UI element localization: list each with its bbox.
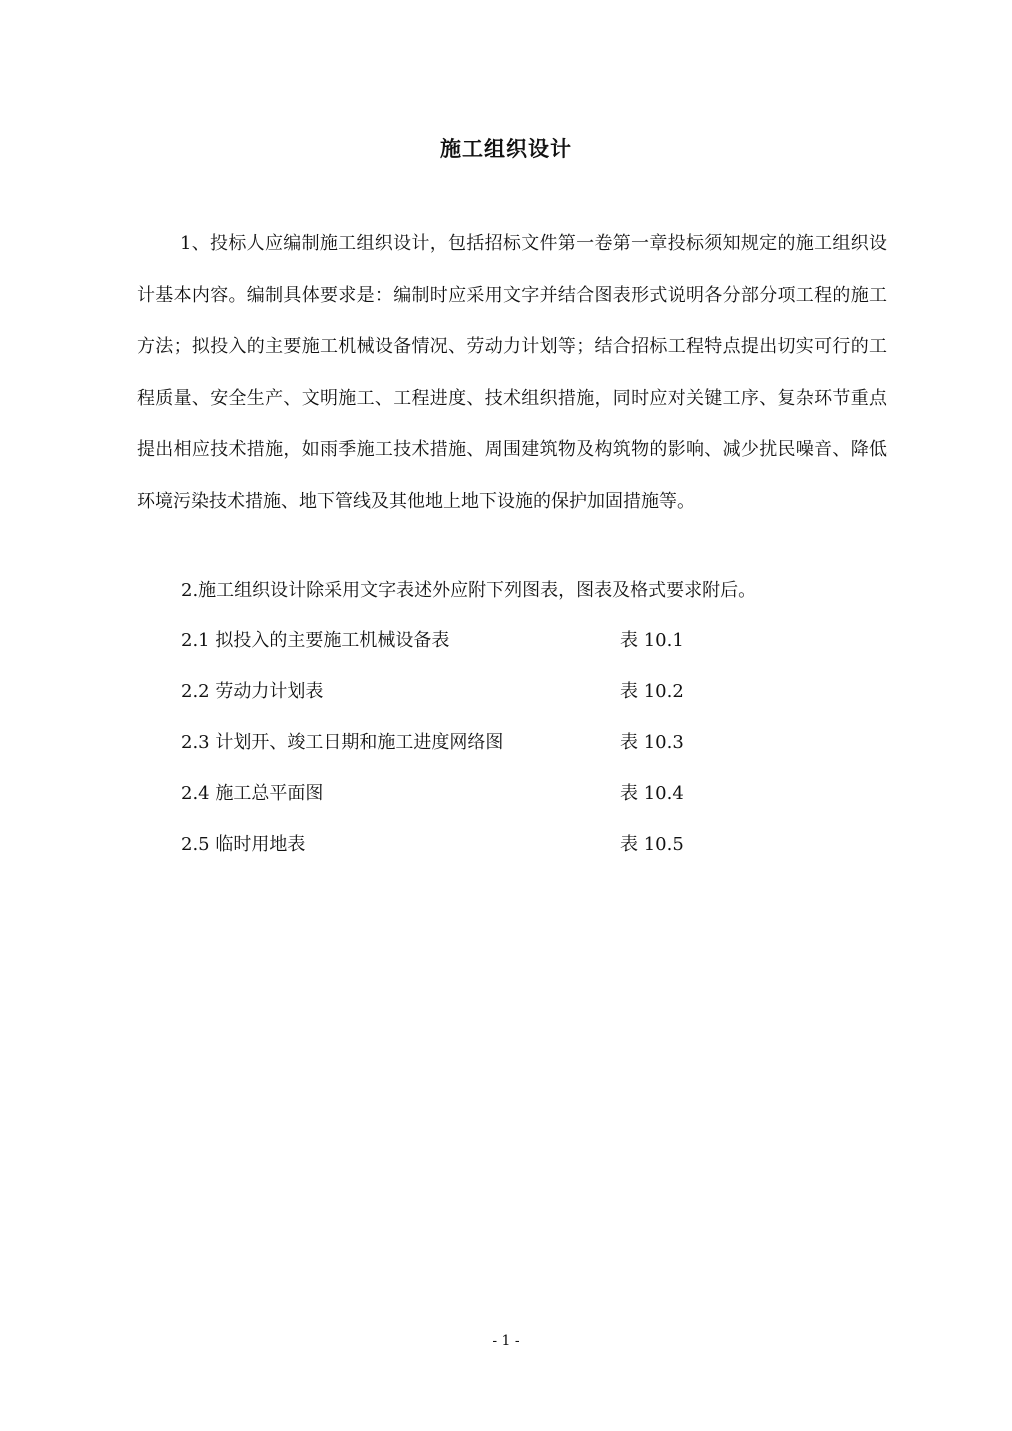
attachments-paragraph: 2.施工组织设计除采用文字表述外应附下列图表，图表及格式要求附后。 (181, 580, 757, 601)
page-number: - 1 - (492, 1333, 520, 1349)
list-item (181, 729, 741, 780)
list-item-text: 2.1 拟投入的主要施工机械设备表 (181, 630, 450, 651)
requirements-paragraph: 1、投标人应编制施工组织设计，包括招标文件第一卷第一章投标须知规定的施工组织设计基本内容。编制具体要求是：编制时应采用文字并结合图表形式说明各分部分项工程的施工方法；拟投入的主要施工机械设备情况、劳动力计划等；结合招标工程特点提出切实可行的工程质量、安全生产、文明施工、工程进度、技术组织措施，同时应对关键工序、复杂环节重点提出相应技术措施，如雨季施工技术措施、周围建筑物及构筑物的影响、减少扰民噪音、降低环境污染技术措施、地下管线及其他地上地下设施的保护加固措施等。 (137, 233, 887, 512)
list-item (181, 627, 741, 678)
list-item-table-ref: 表 10.3 (620, 732, 684, 753)
list-item (181, 780, 741, 831)
list-item (181, 831, 741, 882)
list-item (181, 678, 741, 729)
list-item-text: 2.5 临时用地表 (181, 834, 306, 855)
list-item-table-ref: 表 10.2 (620, 681, 684, 702)
list-item-table-ref: 表 10.4 (620, 783, 684, 804)
list-item-text: 2.4 施工总平面图 (181, 783, 324, 804)
list-item-text: 2.2 劳动力计划表 (181, 681, 324, 702)
attachment-list (181, 627, 741, 882)
list-item-table-ref: 表 10.5 (620, 834, 684, 855)
list-item-table-ref: 表 10.1 (620, 630, 684, 651)
document-title: 施工组织设计 (440, 136, 572, 161)
list-item-text: 2.3 计划开、竣工日期和施工进度网络图 (181, 732, 504, 753)
